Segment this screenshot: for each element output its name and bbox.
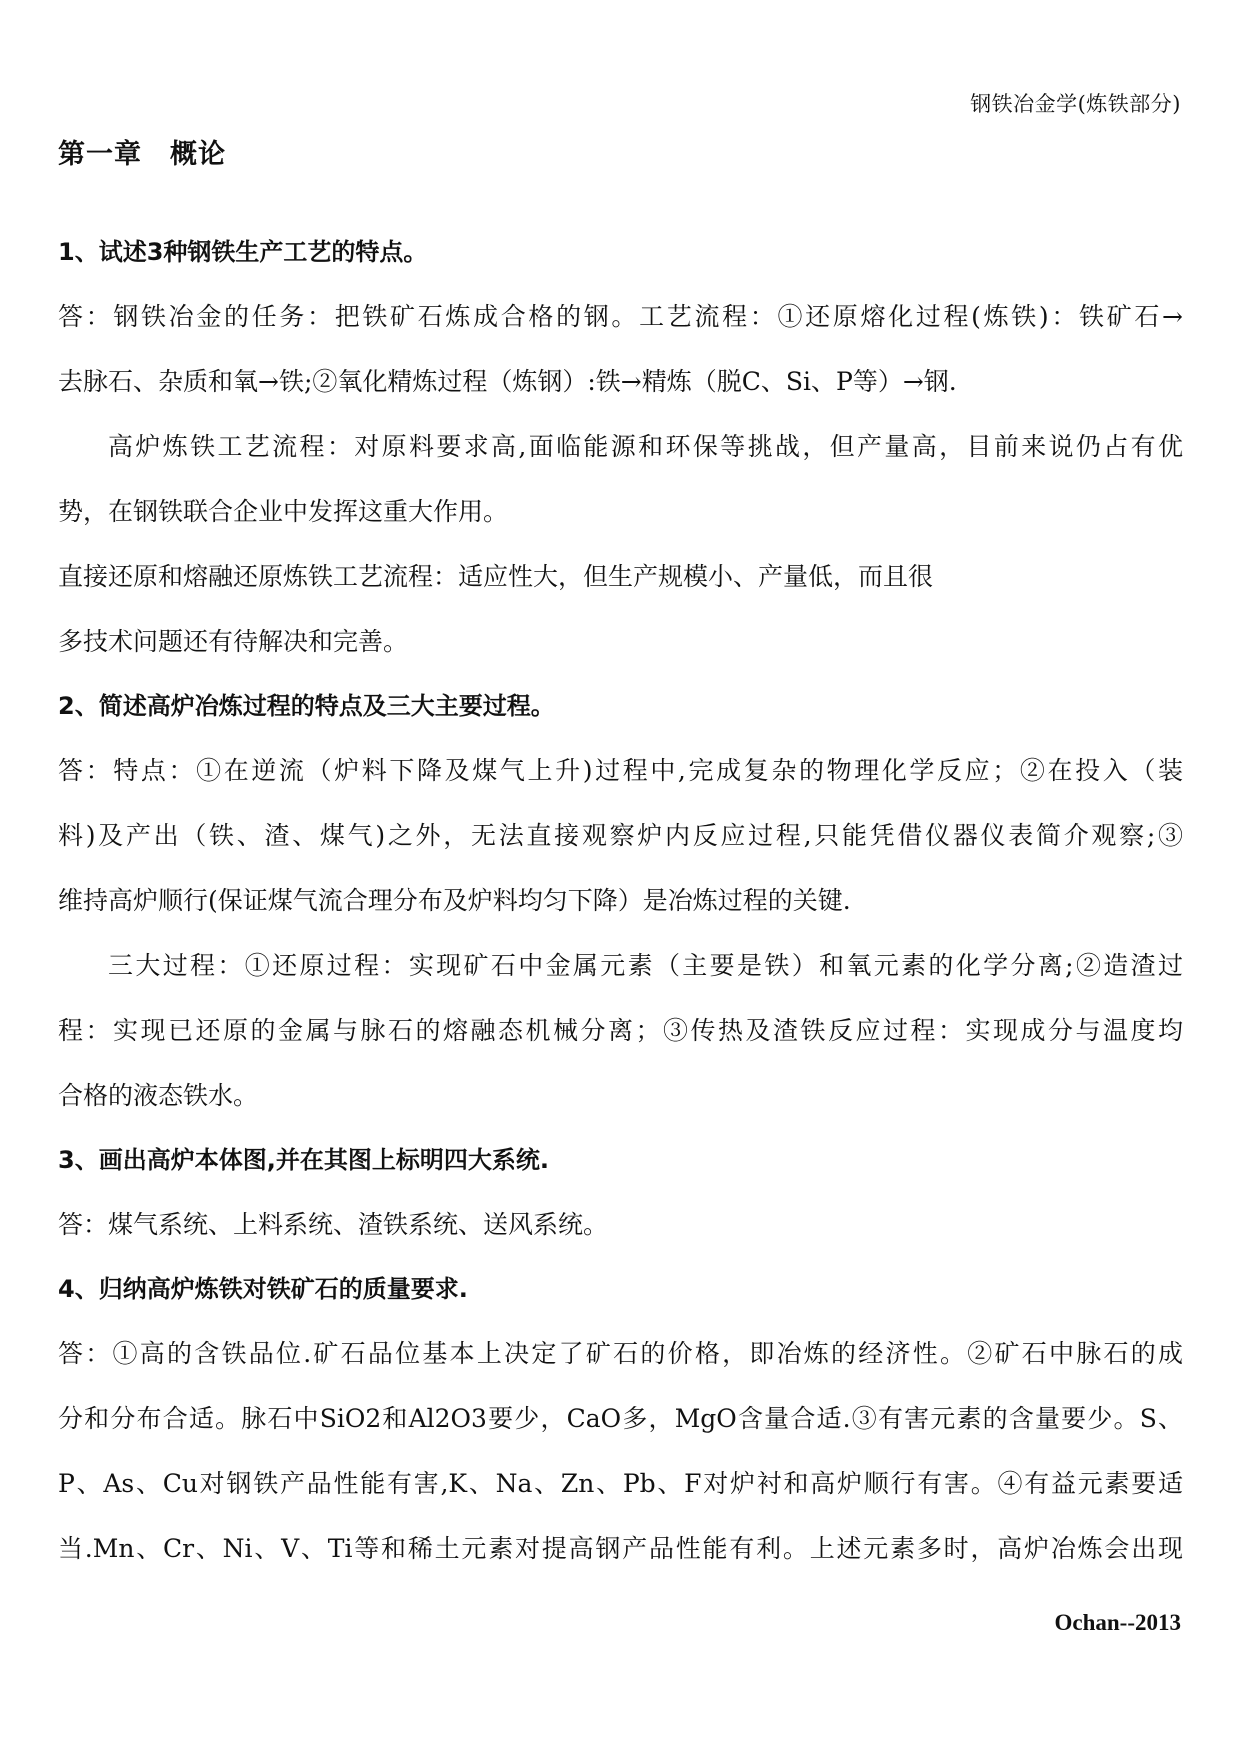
question-section-1 [58,220,1183,674]
answer-line: 合格的液态铁水。 [58,1081,259,1110]
document-body [58,220,1183,1581]
chapter-title: 第一章 概论 [58,139,226,170]
answer-line: 分和分布合适。脉石中SiO2和Al2O3要少，CaO多，MgO含量合适.③有害元素的含量要少。S、 [58,1404,1183,1433]
answer-line: 势，在钢铁联合企业中发挥这重大作用。 [58,497,509,526]
answer-line: 料)及产出（铁、渣、煤气)之外，无法直接观察炉内反应过程,只能凭借仪器仪表简介观察;③ [58,821,1183,850]
answer-line: P、As、Cu对钢铁产品性能有害,K、Na、Zn、Pb、F对炉衬和高炉顺行有害。④有益元素要适 [58,1469,1183,1498]
question-section-2 [58,674,1183,1128]
answer-line: 多技术问题还有待解决和完善。 [58,627,409,656]
footer-signature: Ochan--2013 [1054,1610,1181,1635]
answer-line: 答：钢铁冶金的任务：把铁矿石炼成合格的钢。工艺流程：①还原熔化过程(炼铁)：铁矿石→ [58,302,1183,331]
question-section-3 [58,1128,1183,1257]
running-header: 钢铁冶金学(炼铁部分) [970,92,1181,116]
answer-line: 答：①高的含铁品位.矿石品位基本上决定了矿石的价格，即冶炼的经济性。②矿石中脉石的成 [58,1339,1183,1368]
answer-line: 高炉炼铁工艺流程：对原料要求高,面临能源和环保等挑战，但产量高，目前来说仍占有优 [108,432,1183,461]
answer-line: 程：实现已还原的金属与脉石的熔融态机械分离；③传热及渣铁反应过程：实现成分与温度均 [58,1016,1183,1045]
question-heading: 1、试述3种钢铁生产工艺的特点。 [58,238,428,266]
answer-line: 答：特点：①在逆流（炉料下降及煤气上升)过程中,完成复杂的物理化学反应；②在投入（装 [58,756,1183,785]
question-heading: 2、简述高炉冶炼过程的特点及三大主要过程。 [58,692,555,720]
answer-line: 维持高炉顺行(保证煤气流合理分布及炉料均匀下降）是冶炼过程的关键. [58,886,851,915]
question-section-4 [58,1257,1183,1581]
answer-line: 答：煤气系统、上料系统、渣铁系统、送风系统。 [58,1210,609,1239]
answer-line: 去脉石、杂质和氧→铁;②氧化精炼过程（炼钢）:铁→精炼（脱C、Si、P等）→钢. [58,367,957,396]
question-heading: 4、归纳高炉炼铁对铁矿石的质量要求. [58,1275,468,1303]
answer-line: 三大过程：①还原过程：实现矿石中金属元素（主要是铁）和氧元素的化学分离;②造渣过 [108,951,1183,980]
answer-line: 当.Mn、Cr、Ni、V、Ti等和稀土元素对提高钢产品性能有利。上述元素多时，高炉冶炼会出现 [58,1534,1183,1563]
answer-line: 直接还原和熔融还原炼铁工艺流程：适应性大，但生产规模小、产量低，而且很 [58,562,934,591]
question-heading: 3、画出高炉本体图,并在其图上标明四大系统. [58,1146,549,1174]
